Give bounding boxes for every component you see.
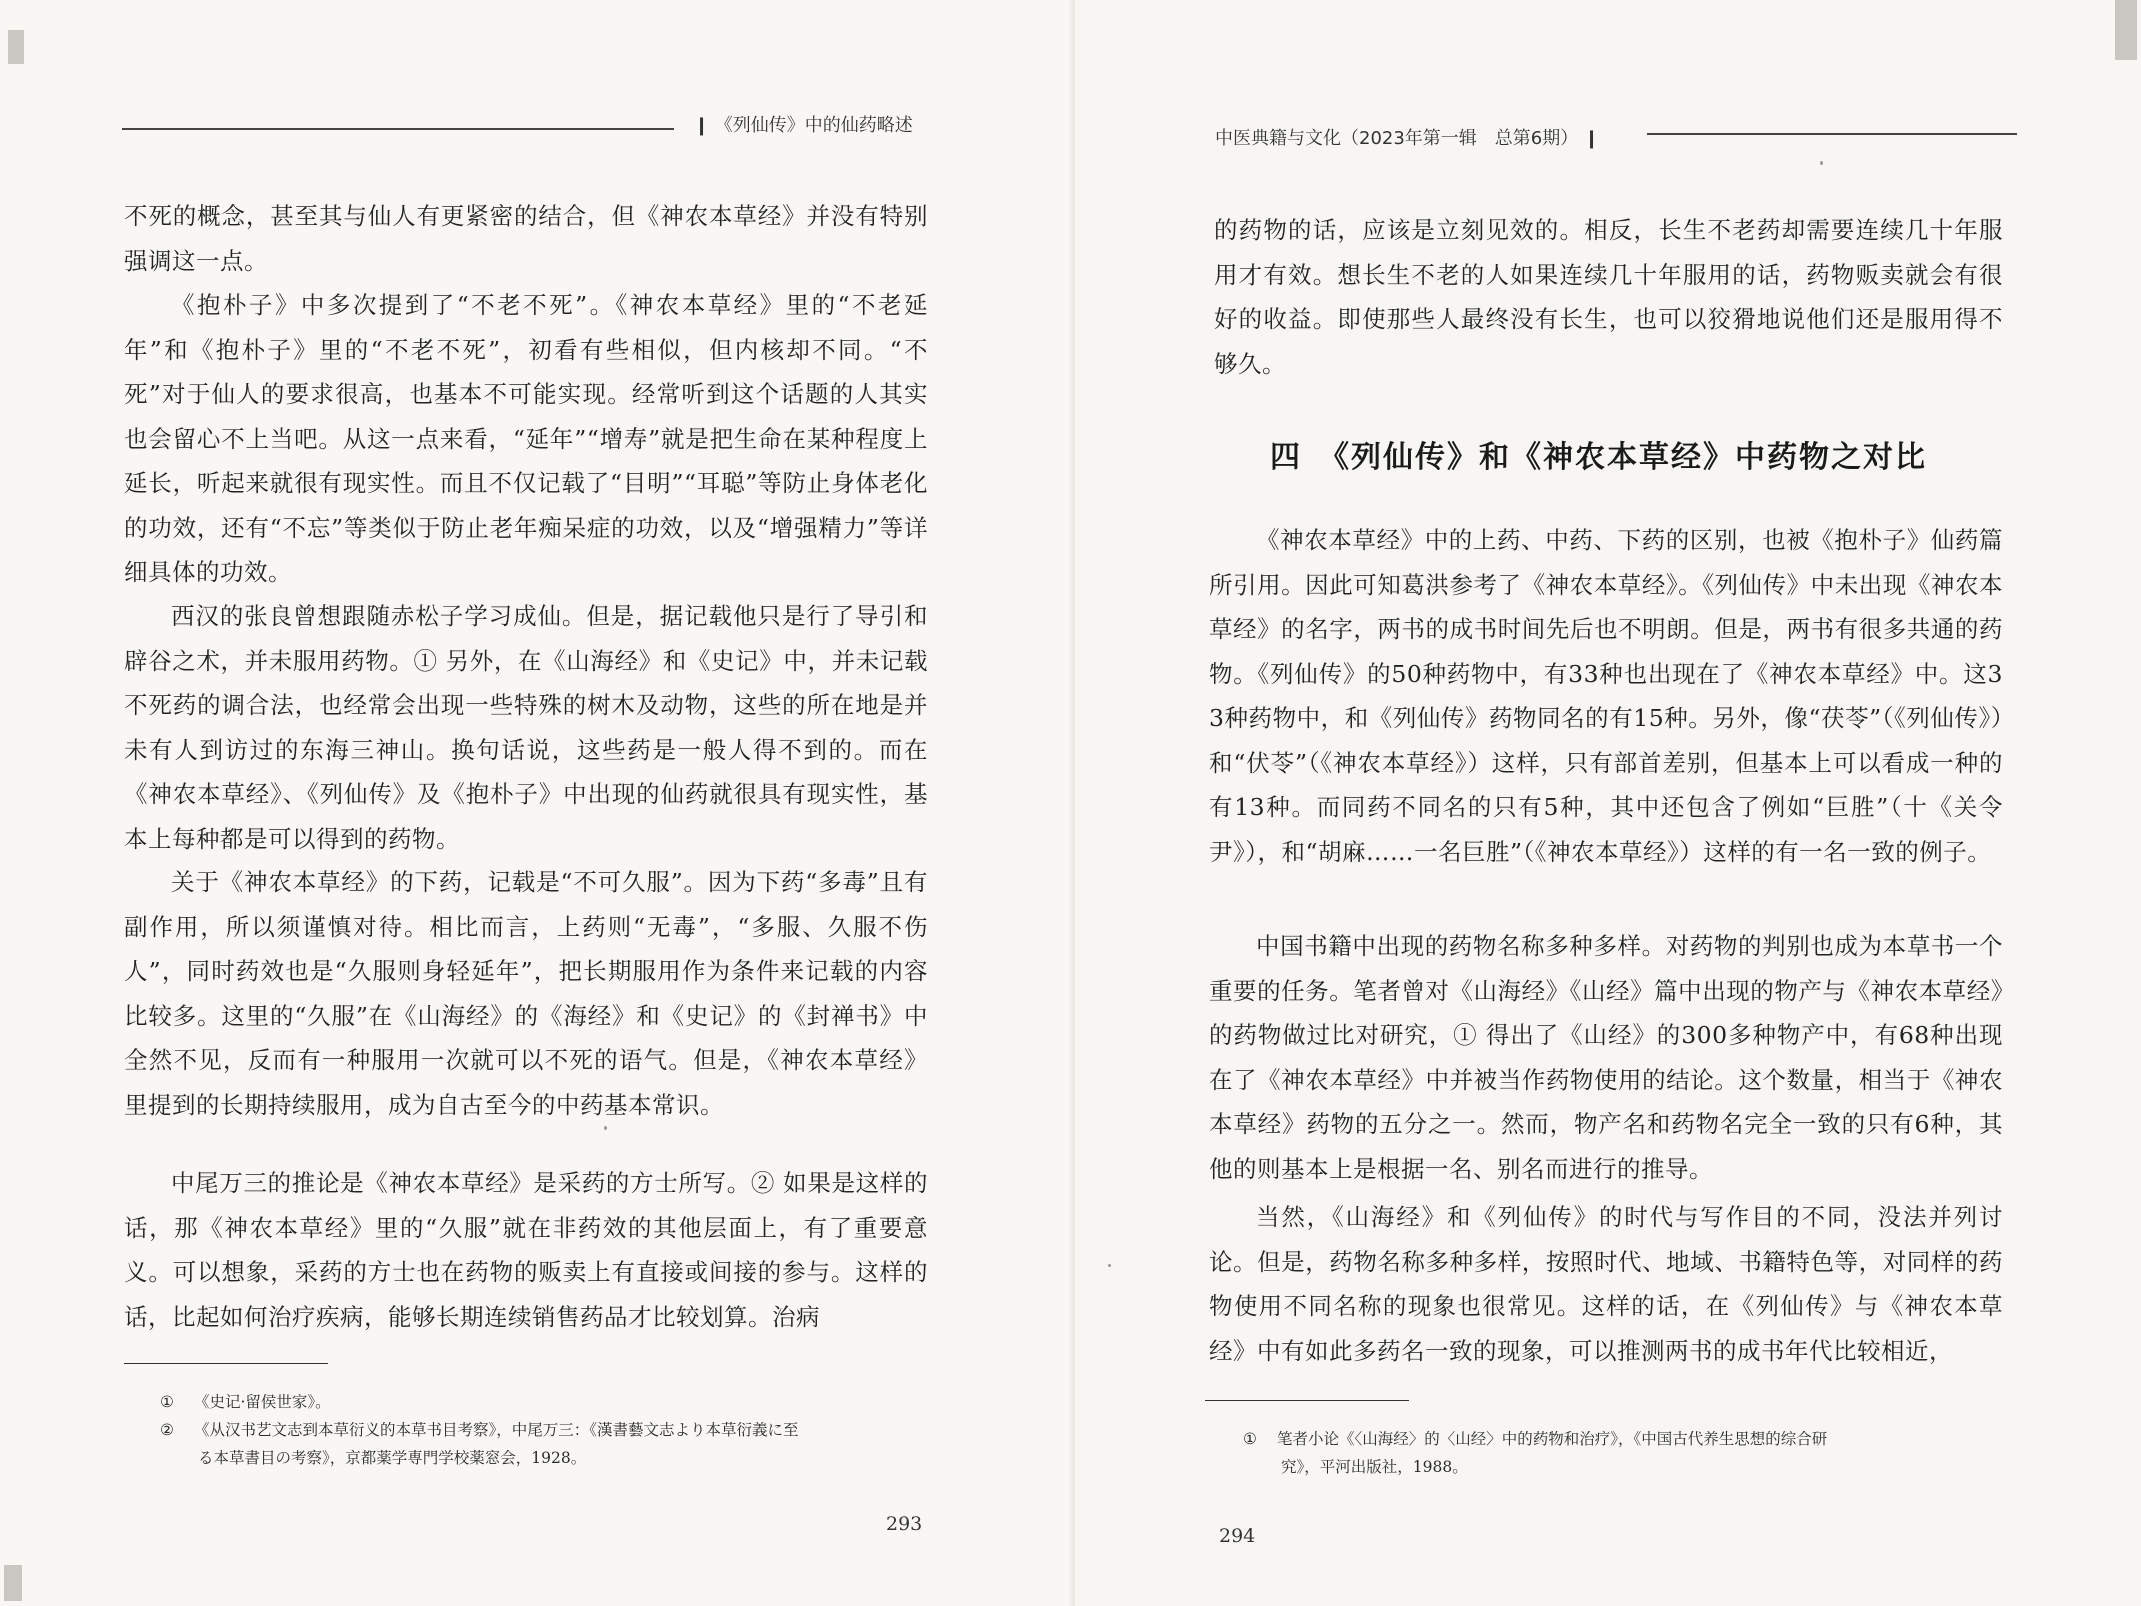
paragraph: 中国书籍中出现的药物名称多种多样。对药物的判别也成为本草书一个重要的任务。笔者曾对《山海经》《山经》篇中出现的物产与《神农本草经》的药物做过比对研究，① 得出了《山经》的300多种物产中，有68种出现在了《神农本草经》中并被当作药物使用的结论。这个数量，相当于《神农本草经》药物的五分之一。然而，物产名和药物名完全一致的只有6种，其他的则基本上是根据一名、别名而进行的推导。 <box>1209 932 2003 1183</box>
running-header: ❙ 《列仙传》中的仙药略述 <box>694 115 913 136</box>
page-number: 294 <box>1219 1525 1256 1547</box>
footnote-rule <box>124 1363 328 1364</box>
paragraph: 《抱朴子》中多次提到了“不老不死”。《神农本草经》里的“不老延年”和《抱朴子》里的“不老不死”，初看有些相似，但内核却不同。“不死”对于仙人的要求很高，也基本不可能实现。经常听到这个话题的人其实也会留心不上当吧。从这一点来看，“延年”“增寿”就是把生命在某种程度上延长，听起来就很有现实性。而且不仅记载了“目明”“耳聪”等防止身体老化的功效，还有“不忘”等类似于防止老年痴呆症的功效，以及“增强精力”等详细具体的功效。 <box>124 291 928 586</box>
paragraph: 不死的概念，甚至其与仙人有更紧密的结合，但《神农本草经》并没有特别强调这一点。 <box>124 202 928 275</box>
scan-edge-mark <box>4 1565 22 1601</box>
header-rule <box>122 128 674 130</box>
paragraph: 《神农本草经》中的上药、中药、下药的区别，也被《抱朴子》仙药篇所引用。因此可知葛洪参考了《神农本草经》。《列仙传》中未出现《神农本草经》的名字，两书的成书时间先后也不明朗。但是，两书有很多共通的药物。《列仙传》的50种药物中，有33种也出现在了《神农本草经》中。这33种药物中，和《列仙传》药物同名的有15种。另外，像“茯苓”（《列仙传》）和“伏苓”（《神农本草经》）这样，只有部首差别，但基本上可以看成一种的有13种。而同药不同名的只有5种，其中还包含了例如“巨胜”（十《关令尹》），和“胡麻……一名巨胜”（《神农本草经》）这样的有一名一致的例子。 <box>1209 526 2003 866</box>
footnote: ① 笔者小论《〈山海经〉的〈山经〉中的药物和治疗》，《中国古代养生思想的综合研 究》，平河出版社，1988。 <box>1243 1430 1828 1476</box>
paragraph: 中尾万三的推论是《神农本草经》是采药的方士所写。② 如果是这样的话，那《神农本草经》里的“久服”就在非药效的其他层面上，有了重要意义。可以想象，采药的方士也在药物的贩卖上有直接或间接的参与。这样的话，比起如何治疗疾病，能够长期连续销售药品才比较划算。治病 <box>124 1169 928 1331</box>
scan-speck <box>1108 1264 1111 1267</box>
paragraph: 关于《神农本草经》的下药，记载是“不可久服”。因为下药“多毒”且有副作用，所以须谨慎对待。相比而言，上药则“无毒”，“多服、久服不伤人”，同时药效也是“久服则身轻延年”，把长期服用作为条件来记载的内容比较多。这里的“久服”在《山海经》的《海经》和《史记》的《封禅书》中全然不见，反而有一种服用一次就可以不死的语气。但是，《神农本草经》里提到的长期持续服用，成为自古至今的中药基本常识。 <box>124 868 928 1119</box>
header-rule <box>1647 133 2017 135</box>
paragraph: 的药物的话，应该是立刻见效的。相反，长生不老药却需要连续几十年服用才有效。想长生不老的人如果连续几十年服用的话，药物贩卖就会有很好的收益。即使那些人最终没有长生，也可以狡猾地说他们还是服用得不够久。 <box>1214 216 2003 378</box>
running-header: 中医典籍与文化（2023年第一辑 总第6期） ❙ <box>1215 128 1600 149</box>
section-title: 四 《列仙传》和《神农本草经》中药物之对比 <box>1270 440 1927 475</box>
scan-speck <box>1820 161 1823 165</box>
right-page <box>1075 0 2141 1606</box>
footnote-rule <box>1205 1400 1409 1401</box>
paragraph: 当然，《山海经》和《列仙传》的时代与写作目的不同，没法并列讨论。但是，药物名称多种多样，按照时代、地域、书籍特色等，对同样的药物使用不同名称的现象也很常见。这样的话，在《列仙传》与《神农本草经》中有如此多药名一致的现象，可以推测两书的成书年代比较相近， <box>1209 1203 2003 1365</box>
footnote: ① 《史记·留侯世家》。 ② 《从汉书艺文志到本草衍义的本草书目考察》，中尾万三：《漢書藝文志より本草衍義に至 る本草書目の考察》，京都薬学専門学校薬窓会，1928。 <box>160 1393 799 1467</box>
paragraph: 西汉的张良曾想跟随赤松子学习成仙。但是，据记载他只是行了导引和辟谷之术，并未服用药物。① 另外，在《山海经》和《史记》中，并未记载不死药的调合法，也经常会出现一些特殊的树木及动物，这些的所在地是并未有人到访过的东海三神山。换句话说，这些药是一般人得不到的。而在《神农本草经》、《列仙传》及《抱朴子》中出现的仙药就很具有现实性，基本上每种都是可以得到的药物。 <box>124 602 928 853</box>
scan-edge-mark <box>8 30 24 64</box>
scan-edge-mark <box>2115 0 2137 60</box>
scan-speck <box>604 1126 607 1130</box>
page-number: 293 <box>886 1513 923 1535</box>
